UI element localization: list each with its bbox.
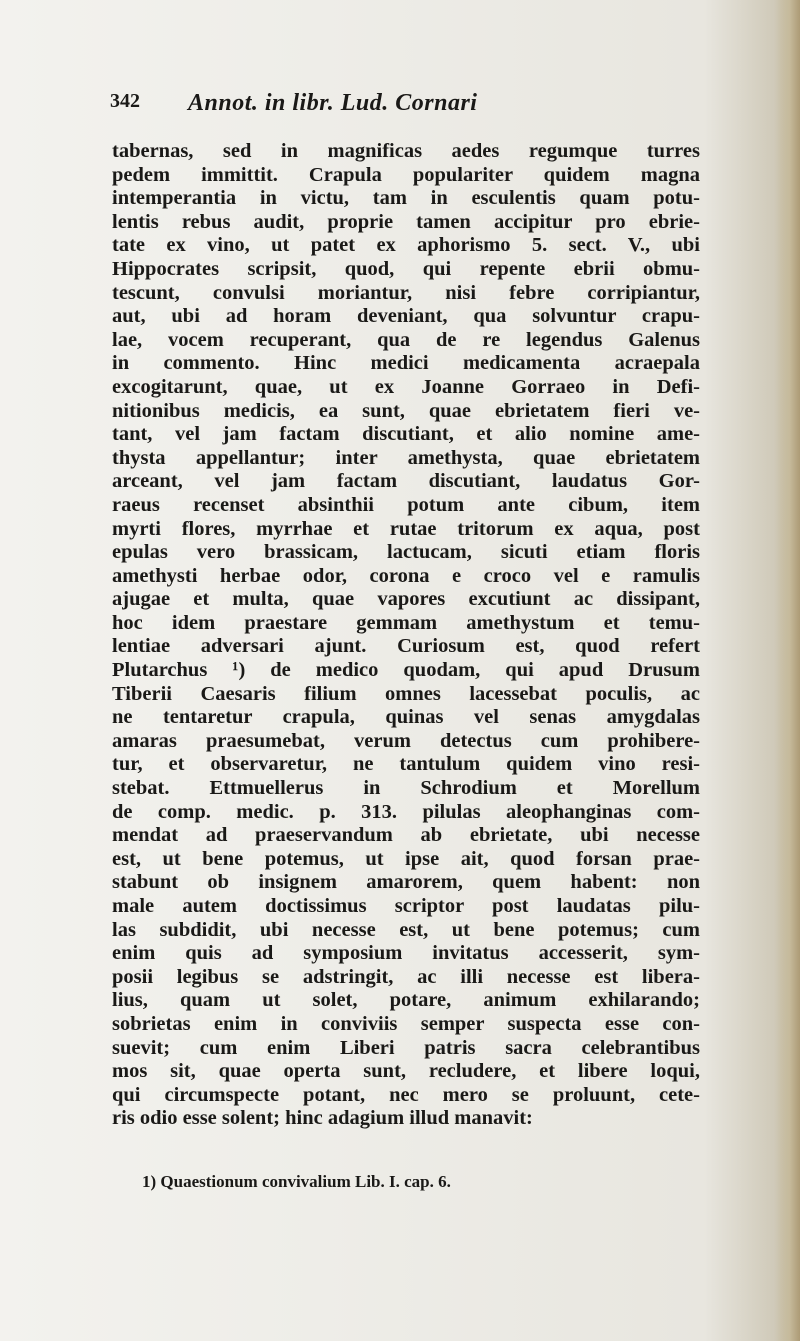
text-line: epulas vero brassicam, lactucam, sicuti etiam floris	[112, 541, 700, 564]
text-line: de comp. medic. p. 313. pilulas aleophanginas com-	[112, 800, 700, 823]
text-line: ris odio esse solent; hinc adagium illud manavit:	[112, 1107, 533, 1130]
text-line: enim quis ad symposium invitatus accesserit, sym-	[112, 942, 700, 965]
text-line: hoc idem praestare gemmam amethystum et temu-	[112, 611, 700, 634]
text-line: Hippocrates scripsit, quod, qui repente ebrii obmu-	[112, 257, 700, 280]
text-line: lae, vocem recuperant, qua de re legendus Galenus	[112, 328, 700, 351]
text-line: suevit; cum enim Liberi patris sacra celebrantibus	[112, 1036, 700, 1059]
text-line: posii legibus se adstringit, ac illi necesse est libera-	[112, 965, 700, 988]
body-text	[112, 140, 700, 1131]
text-line: Tiberii Caesaris filium omnes lacessebat poculis, ac	[112, 682, 700, 705]
text-line: sobrietas enim in conviviis semper suspecta esse con-	[112, 1012, 700, 1035]
text-line: mos sit, quae operta sunt, recludere, et libere loqui,	[112, 1060, 700, 1083]
text-line: ajugae et multa, quae vapores excutiunt ac dissipant,	[112, 588, 700, 611]
text-line: aut, ubi ad horam deveniant, qua solvuntur crapu-	[112, 305, 700, 328]
text-line: lentis rebus audit, proprie tamen accipitur pro ebrie-	[112, 210, 700, 233]
text-line: stabunt ob insignem amarorem, quem habent: non	[112, 871, 700, 894]
text-line: in commento. Hinc medici medicamenta acraepala	[112, 352, 700, 375]
text-line: amethysti herbae odor, corona e croco vel e ramulis	[112, 564, 700, 587]
text-line: las subdidit, ubi necesse est, ut bene potemus; cum	[112, 918, 700, 941]
text-line: tabernas, sed in magnificas aedes regumque turres	[112, 140, 700, 162]
text-line: lentiae adversari ajunt. Curiosum est, quod refert	[112, 635, 700, 658]
text-line: lius, quam ut solet, potare, animum exhilarando;	[112, 989, 700, 1012]
page-header	[110, 76, 730, 116]
text-line: raeus recenset absinthii potum ante cibum, item	[112, 493, 700, 516]
text-line: myrti flores, myrrhae et rutae tritorum ex aqua, post	[112, 517, 700, 540]
text-line: mendat ad praeservandum ab ebrietate, ubi necesse	[112, 824, 700, 847]
text-line: thysta appellantur; inter amethysta, quae ebrietatem	[112, 446, 700, 469]
text-line: nitionibus medicis, ea sunt, quae ebrietatem fieri ve-	[112, 399, 700, 422]
text-line: qui circumspecte potant, nec mero se proluunt, cete-	[112, 1083, 700, 1106]
text-line: stebat. Ettmuellerus in Schrodium et Morellum	[112, 777, 700, 800]
text-line: arceant, vel jam factam discutiant, laudatus Gor-	[112, 470, 700, 493]
text-line: tate ex vino, ut patet ex aphorismo 5. sect. V., ubi	[112, 234, 700, 257]
footnote: 1) Quaestionum convivalium Lib. I. cap. 6.	[142, 1172, 451, 1191]
text-line: male autem doctissimus scriptor post laudatas pilu-	[112, 895, 700, 917]
text-line: tur, et observaretur, ne tantulum quidem vino resi-	[112, 753, 700, 776]
page-edge-shadow	[774, 0, 800, 1341]
text-line: amaras praesumebat, verum detectus cum prohibere-	[112, 729, 700, 752]
text-line: intemperantia in victu, tam in esculentis quam potu-	[112, 187, 700, 210]
page-number: 342	[110, 90, 140, 112]
running-head: Annot. in libr. Lud. Cornari	[188, 90, 478, 116]
text-line: Plutarchus ¹) de medico quodam, qui apud Drusum	[112, 659, 700, 682]
text-line: est, ut bene potemus, ut ipse ait, quod forsan prae-	[112, 847, 700, 870]
text-line: tant, vel jam factam discutiant, et alio nomine ame-	[112, 423, 700, 446]
text-line: tescunt, convulsi moriantur, nisi febre corripiantur,	[112, 281, 700, 304]
text-line: pedem immittit. Crapula populariter quidem magna	[112, 163, 700, 186]
text-line: ne tentaretur crapula, quinas vel senas amygdalas	[112, 706, 700, 729]
text-line: excogitarunt, quae, ut ex Joanne Gorraeo in Defi-	[112, 375, 700, 398]
